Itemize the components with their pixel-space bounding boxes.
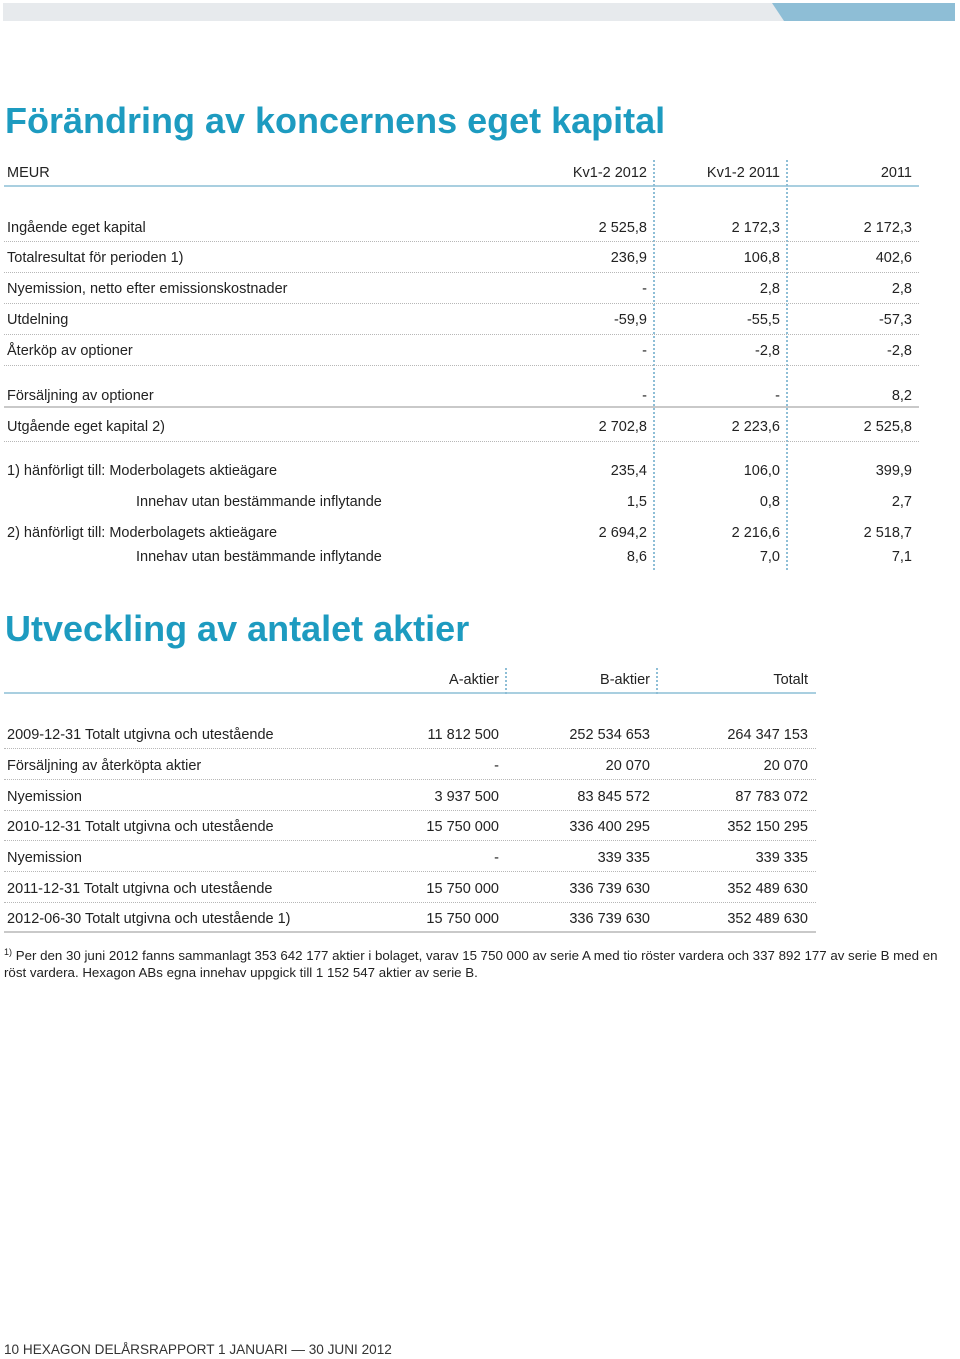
shares-bottom-rule (4, 931, 816, 933)
equity-row-value: - (642, 343, 647, 359)
equity-row-value: - (642, 281, 647, 297)
shares-row-divider (4, 871, 816, 872)
shares-row-value: 352 489 630 (727, 911, 808, 927)
equity-row-divider (4, 272, 919, 273)
equity-row-label: 2) hänförligt till: Moderbolagets aktieägare (7, 525, 278, 541)
shares-row-value: 15 750 000 (426, 819, 499, 835)
shares-row-label: 2011-12-31 Totalt utgivna och utestående (7, 881, 273, 897)
equity-row-divider (4, 241, 919, 242)
shares-row-value: 20 070 (605, 758, 650, 774)
shares-header-col1: A-aktier (449, 672, 499, 688)
shares-heading: Utveckling av antalet aktier (5, 608, 470, 649)
shares-row-value: 11 812 500 (427, 727, 499, 743)
equity-row-label: Innehav utan bestämmande inflytande (136, 549, 382, 565)
equity-row-value: 7,0 (759, 549, 780, 565)
shares-row-divider (4, 779, 816, 780)
equity-row-divider (4, 334, 919, 335)
equity-row-value: 8,6 (626, 549, 647, 565)
equity-heading: Förändring av koncernens eget kapital (5, 100, 666, 141)
equity-row-value: 2 702,8 (598, 419, 647, 435)
equity-row-label: Totalresultat för perioden 1) (7, 250, 184, 266)
shares-row-divider (4, 810, 816, 811)
equity-subtotal-rule (4, 406, 919, 408)
equity-row-value: -59,9 (613, 312, 647, 328)
equity-row-value: -2,8 (755, 343, 780, 359)
equity-row-value: 2,8 (891, 281, 912, 297)
shares-header-rule (4, 692, 816, 694)
shares-row-value: 20 070 (763, 758, 808, 774)
equity-row-value: 106,0 (743, 463, 780, 479)
shares-row-value: 336 739 630 (569, 911, 650, 927)
equity-header-col2: Kv1-2 2011 (706, 165, 780, 181)
equity-row-label: Innehav utan bestämmande inflytande (136, 494, 382, 510)
shares-header-col2: B-aktier (600, 672, 650, 688)
shares-row-value: 336 739 630 (569, 881, 650, 897)
equity-row-value: 2 525,8 (863, 419, 912, 435)
shares-row-value: 87 783 072 (735, 789, 808, 805)
equity-row-value: 106,8 (743, 250, 780, 266)
shares-row-label: Nyemission (7, 789, 82, 805)
equity-row-divider (4, 365, 919, 366)
equity-row-value: 2 216,6 (731, 525, 780, 541)
shares-row-value: 15 750 000 (426, 911, 499, 927)
equity-row-value: 2 525,8 (598, 220, 647, 236)
shares-row-value: 339 335 (755, 850, 808, 866)
equity-row-value: 7,1 (891, 549, 912, 565)
equity-row-value: 235,4 (610, 463, 647, 479)
equity-row-label: Nyemission, netto efter emissionskostnader (7, 281, 288, 297)
equity-row-value: 2 172,3 (731, 220, 780, 236)
shares-row-divider (4, 748, 816, 749)
shares-row-value: 336 400 295 (569, 819, 650, 835)
equity-row-label: Återköp av optioner (7, 343, 133, 359)
shares-row-label: 2009-12-31 Totalt utgivna och utestående (7, 727, 274, 743)
equity-row-value: 2 223,6 (731, 419, 780, 435)
equity-row-value: 399,9 (875, 463, 912, 479)
equity-row-value: 8,2 (891, 388, 912, 404)
shares-col-separator (505, 668, 507, 694)
shares-row-value: 15 750 000 (426, 881, 499, 897)
equity-row-value: 2 694,2 (598, 525, 647, 541)
equity-row-label: Utgående eget kapital 2) (7, 419, 165, 435)
equity-row-value: - (775, 388, 780, 404)
equity-row-value: -2,8 (887, 343, 912, 359)
equity-header-col1: Kv1-2 2012 (572, 165, 647, 181)
shares-row-divider (4, 902, 816, 903)
shares-row-label: 2012-06-30 Totalt utgivna och utestående 1) (7, 911, 291, 927)
shares-row-label: Försäljning av återköpta aktier (7, 758, 202, 774)
equity-row-value: -55,5 (746, 312, 780, 328)
equity-row-value: -57,3 (878, 312, 912, 328)
shares-row-value: 352 150 295 (727, 819, 808, 835)
shares-row-value: 339 335 (597, 850, 650, 866)
equity-header-col3: 2011 (880, 165, 912, 181)
equity-row-label: Utdelning (7, 312, 69, 328)
equity-row-value: 2,7 (891, 494, 912, 510)
equity-row-value: - (642, 388, 647, 404)
shares-row-value: 264 347 153 (727, 727, 808, 743)
shares-row-divider (4, 840, 816, 841)
footnote (4, 947, 939, 981)
equity-row-label: 1) hänförligt till: Moderbolagets aktieägare (7, 463, 278, 479)
equity-row-value: 2,8 (759, 281, 780, 297)
equity-header-label: MEUR (7, 165, 50, 181)
footnote-text: Per den 30 juni 2012 fanns sammanlagt 353 642 177 aktier i bolaget, varav 15 750 000 av serie A med tio röster vardera och 337 892 177 av serie B med en röst vardera. Hexagon ABs egna innehav uppgick till 1 152 547 aktier av serie B. (4, 948, 938, 980)
equity-row-value: 402,6 (875, 250, 912, 266)
shares-row-value: 252 534 653 (569, 727, 650, 743)
equity-row-value: 2 518,7 (863, 525, 912, 541)
equity-row-label: Försäljning av optioner (7, 388, 154, 404)
top-decor-accent (772, 3, 955, 21)
shares-row-label: Nyemission (7, 850, 82, 866)
shares-col-separator (656, 668, 658, 694)
page-footer: 10 HEXAGON DELÅRSRAPPORT 1 JANUARI — 30 JUNI 2012 (4, 1342, 392, 1357)
shares-row-value: 83 845 572 (577, 789, 650, 805)
shares-row-value: - (494, 850, 499, 866)
shares-header-col3: Totalt (773, 672, 808, 688)
equity-row-value: 1,5 (626, 494, 647, 510)
equity-row-value: 2 172,3 (863, 220, 912, 236)
shares-row-value: - (494, 758, 499, 774)
shares-row-value: 3 937 500 (434, 789, 499, 805)
footnote-marker: 1) (4, 947, 13, 957)
equity-row-value: 236,9 (610, 250, 647, 266)
shares-row-label: 2010-12-31 Totalt utgivna och utestående (7, 819, 274, 835)
equity-row-divider (4, 441, 919, 442)
shares-row-value: 352 489 630 (727, 881, 808, 897)
equity-row-value: 0,8 (759, 494, 780, 510)
equity-row-divider (4, 303, 919, 304)
equity-row-label: Ingående eget kapital (7, 220, 146, 236)
equity-header-rule (4, 185, 919, 187)
